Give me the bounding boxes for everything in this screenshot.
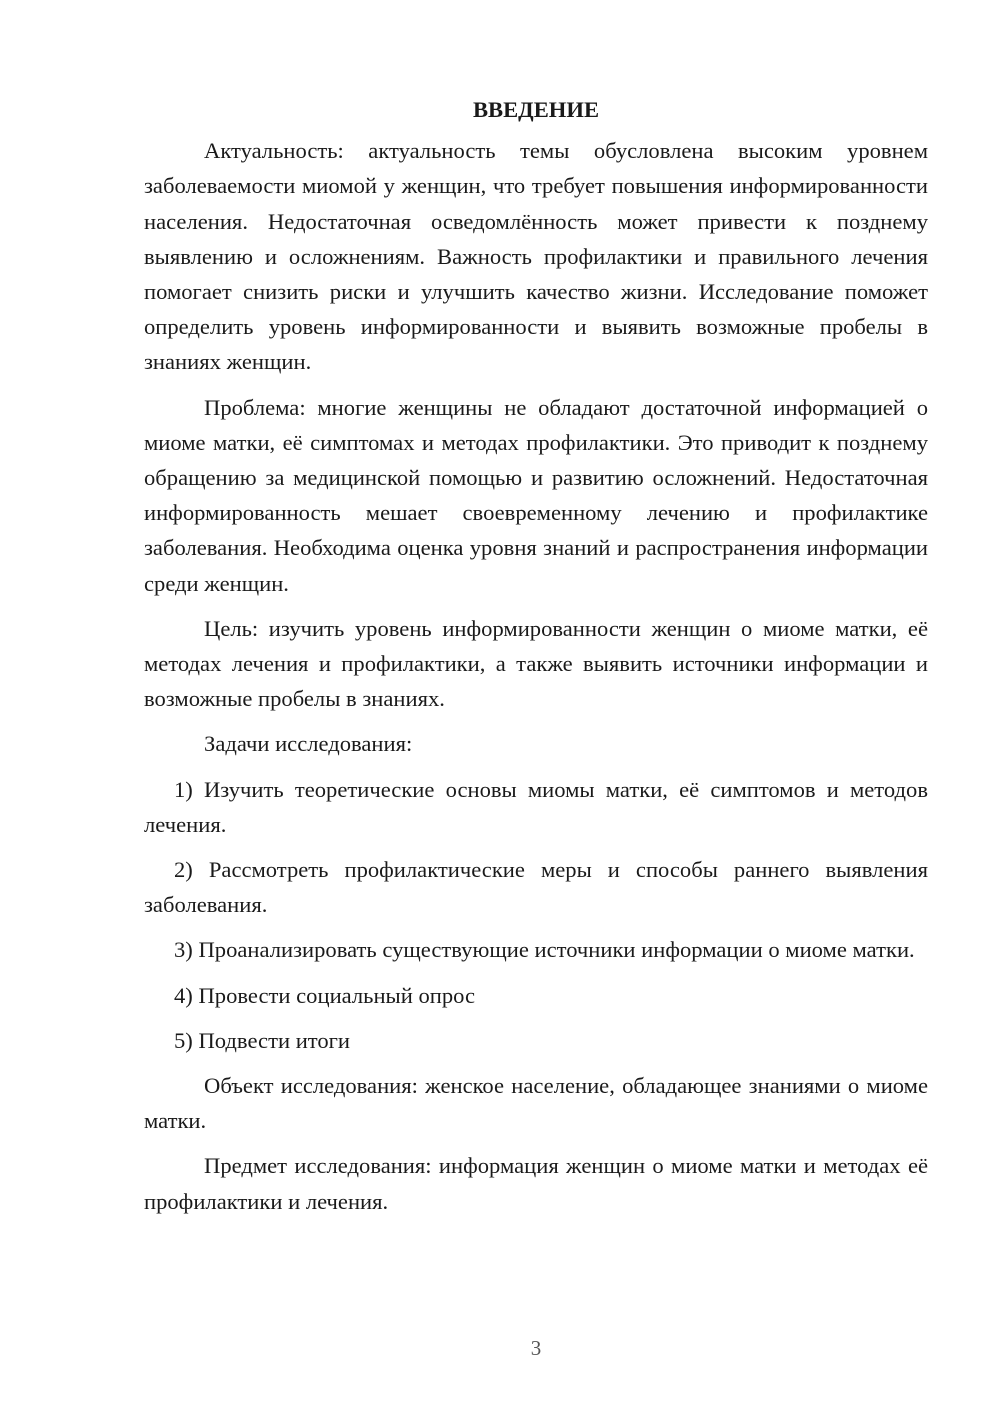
paragraph-problem: Проблема: многие женщины не обладают достаточной информацией о миоме матки, её симптомах и методах профилактики. Это приводит к позднему обращению за медицинской помощью и развитию осложнений. Недостаточная информированность мешает своевременному лечению и профилактике заболевания. Необходима оценка уровня знаний и распространения информации среди женщин.: [144, 394, 928, 596]
page-title: ВВЕДЕНИЕ: [472, 97, 600, 122]
tasks-heading: Задачи исследования:: [204, 731, 413, 757]
task-item-4: 4) Провести социальный опрос: [174, 982, 476, 1008]
paragraph-subject: Предмет исследования: информация женщин о миоме матки и методах её профилактики и лечения.: [144, 1153, 928, 1214]
paragraph-goal: Цель: изучить уровень информированности женщин о миоме матки, её методах лечения и профилактики, а также выявить источники информации и возможные пробелы в знаниях.: [144, 615, 928, 712]
paragraph-relevance: Актуальность: актуальность темы обусловлена высоким уровнем заболеваемости миомой у женщин, что требует повышения информированности населения. Недостаточная осведомлённость может привести к позднему выявлению и осложнениям. Важность профилактики и правильного лечения помогает снизить риски и улучшить качество жизни. Исследование поможет определить уровень информированности и выявить возможные пробелы в знаниях женщин.: [144, 138, 928, 375]
page-number: 3: [530, 1336, 542, 1360]
task-item-5: 5) Подвести итоги: [174, 1027, 351, 1053]
task-item-2: 2) Рассмотреть профилактические меры и способы раннего выявления заболевания.: [144, 857, 928, 918]
task-item-3: 3) Проанализировать существующие источники информации о миоме матки.: [174, 937, 915, 963]
document-body: [144, 92, 928, 1229]
task-item-1: 1) Изучить теоретические основы миомы матки, её симптомов и методов лечения.: [144, 776, 928, 837]
paragraph-object: Объект исследования: женское население, обладающее знаниями о миоме матки.: [144, 1073, 928, 1134]
